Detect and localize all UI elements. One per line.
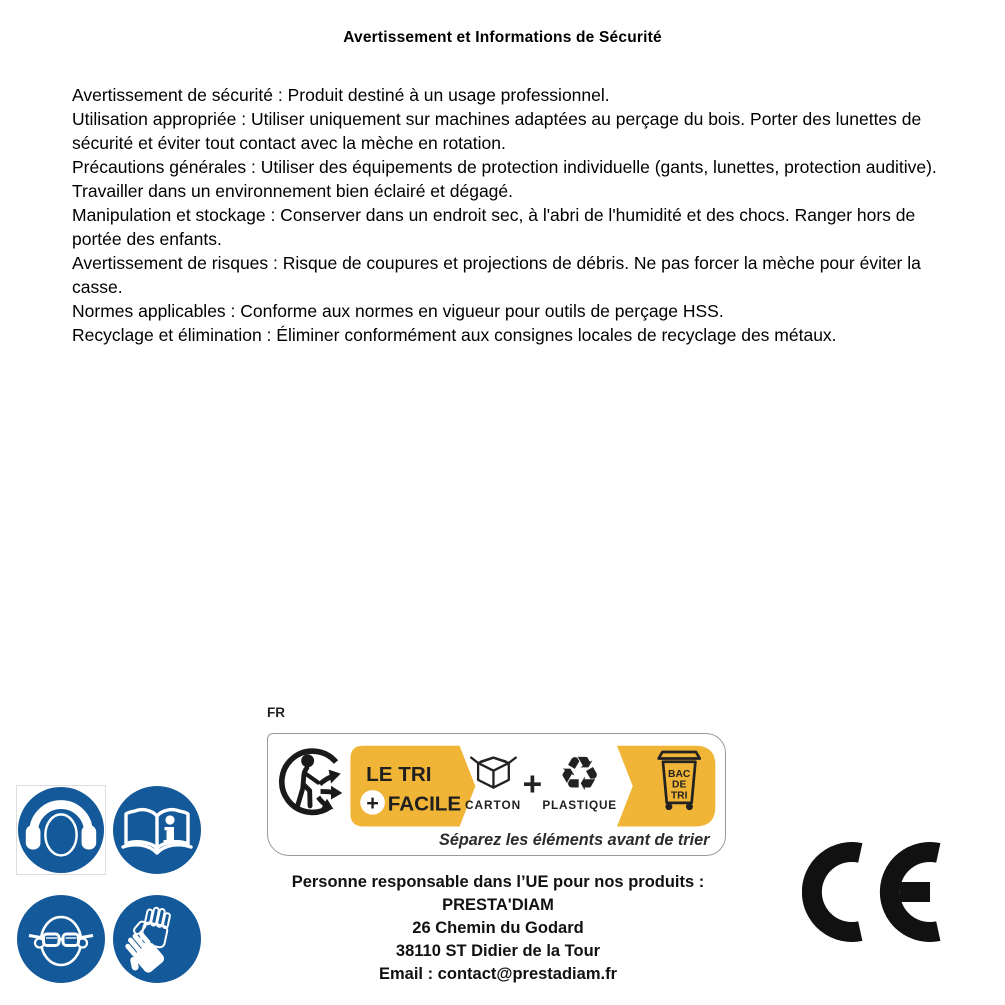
fr-country-label: FR [267,705,285,720]
wear-ear-protection-icon [16,785,106,875]
ce-marking-icon [802,842,952,942]
safety-paragraph: Avertissement de risques : Risque de coupures et projections de débris. Ne pas forcer la mèche pour éviter la casse. [72,253,921,297]
plastique-label: PLASTIQUE [542,797,617,812]
plus-sign: + [522,765,543,803]
safety-paragraph: Normes applicables : Conforme aux normes en vigueur pour outils de perçage HSS. [72,301,724,321]
wear-eye-protection-icon [16,894,106,984]
responsible-person-block [252,871,744,986]
carton-label: CARTON [464,797,522,812]
company-name: PRESTA'DIAM [442,896,554,914]
svg-text:DE: DE [672,779,687,791]
company-city: 38110 ST Didier de la Tour [395,942,601,960]
responsible-person-intro: Personne responsable dans l’UE pour nos produits : [291,873,705,891]
safety-paragraph: Recyclage et élimination : Éliminer conformément aux consignes locales de recyclage des métaux. [72,325,837,345]
facile-label: FACILE [387,792,462,816]
company-street: 26 Chemin du Godard [412,919,584,937]
safety-paragraph: Précautions générales : Utiliser des équipements de protection individuelle (gants, lunettes, protection auditive). Travailler dans un environnement bien éclairé et dégagé. [72,157,937,201]
safety-paragraph: Manipulation et stockage : Conserver dans un endroit sec, à l'abri de l'humidité et des chocs. Ranger hors de portée des enfants. [72,205,916,249]
safety-paragraph: Utilisation appropriée : Utiliser uniquement sur machines adaptées au perçage du bois. Porter des lunettes de sécurité et éviter tout contact avec la mèche en rotation. [72,109,922,153]
company-email: Email : contact@prestadiam.fr [379,965,617,983]
svg-text:TRI: TRI [670,790,688,802]
safety-paragraph: Avertissement de sécurité : Produit destiné à un usage professionnel. [72,85,610,105]
carton-box-icon [471,758,516,788]
wear-protective-gloves-icon [112,894,202,984]
le-tri-label: LE TRI [366,763,432,787]
safety-text-block [72,83,969,347]
mandatory-icons-grid [16,785,206,985]
page-title: Avertissement et Informations de Sécurité [343,29,662,46]
infotri-tagline: Séparez les éléments avant de trier [439,831,710,850]
triman-icon [282,751,343,812]
infotri-recycling-banner [267,733,726,856]
plastique-recycling-icon: ♻ [558,748,601,802]
svg-text:BAC: BAC [668,768,691,780]
plus-badge: + [366,790,379,816]
read-instruction-manual-icon [112,785,202,875]
